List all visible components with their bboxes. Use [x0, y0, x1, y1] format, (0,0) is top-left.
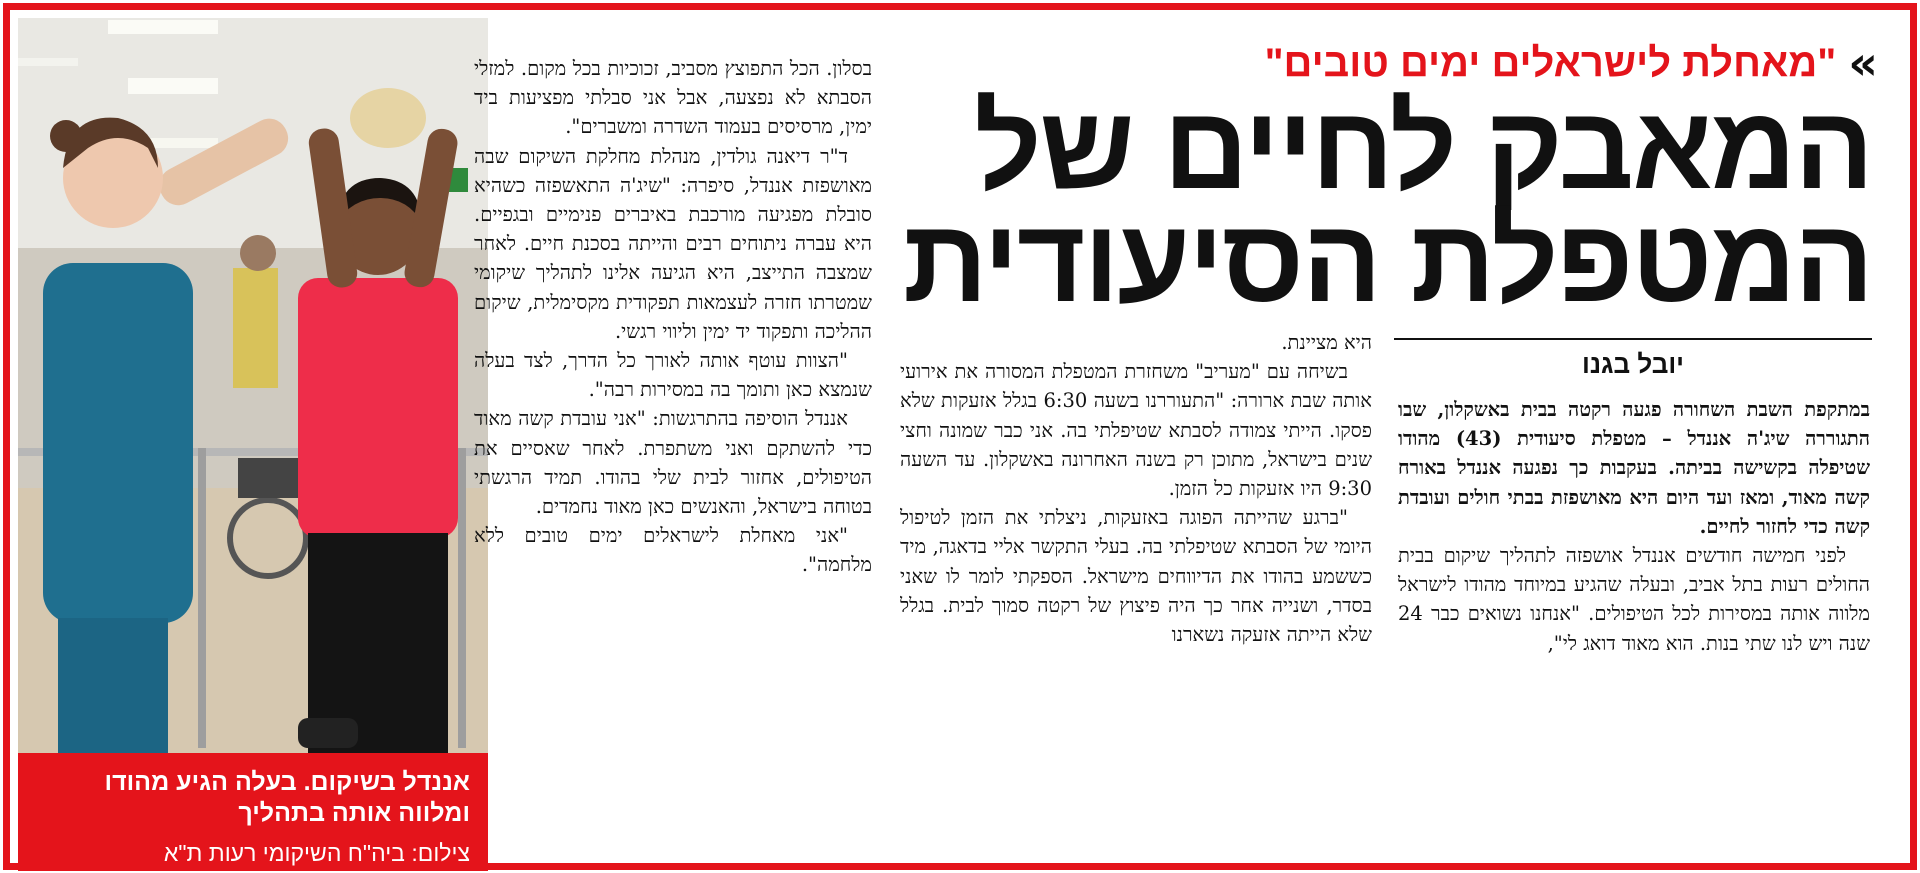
byline-divider — [1394, 338, 1872, 340]
article-column-left — [474, 54, 872, 873]
headline-line-1: המאבק לחיים של — [974, 82, 1872, 214]
body-paragraph: ד"ר דיאנה גולדין, מנהלת מחלקת השיקום שבה מאושפזת אננדל, סיפרה: "שיג'ה התאשפזה כשהיא סובלת מפגיעה מורכבת באיברים פנימיים ובגפיים. היא עברה ניתוחים רבים והייתה בסכנת חיים. לאחר שמצבה התייצב, היא הגיעה אלינו לתהליך שיקומי שמטרתו חזרה לעצמאות תפקודית מקסימלית, שיקום ההליכה ותפקוד יד ימין וליווי רגשי. — [474, 144, 872, 343]
article-frame — [3, 3, 1917, 870]
body-paragraph: "אני מאחלת לישראלים ימים טובים ללא מלחמה". — [474, 524, 872, 577]
photo-panel — [18, 18, 488, 871]
kicker-quote: "מאחלת לישראלים ימים טובים" — [1264, 41, 1837, 85]
caption-line-1: אננדל בשיקום. בעלה הגיע מהודו — [104, 768, 470, 796]
article-photo — [18, 18, 488, 753]
body-paragraph: "הצוות עוטף אותה לאורך כל הדרך, לצד בעלה שנמצא כאן ותומך בה במסירות רבה". — [474, 349, 872, 402]
double-chevron-icon: » — [1848, 36, 1870, 90]
photo-credit: צילום: ביה"ח השיקומי רעות ת"א — [163, 840, 470, 866]
photo-caption — [18, 753, 488, 871]
kicker — [1265, 38, 1870, 88]
headline-line-2: המטפלת הסיעודית — [902, 195, 1872, 327]
body-paragraph: לפני חמישה חודשים אננדל אושפזה לתהליך שיקום בבית החולים רעות בתל אביב, ובעלה שהגיע במיוחד מהודו לישראל מלווה אותה במסירות לכל הטיפולים. "אנחנו נשואים כבר 24 שנה ויש לנו שתי בנות. הוא מאוד דואג לי", — [1398, 544, 1870, 655]
body-paragraph: "ברגע שהייתה הפוגה באזעקות, ניצלתי את הזמן לטיפול היומי של הסבתא שטיפלתי בה. בעלי התקשר אליי בדאגה, מיד כששמע בהודו את הדיווחים מישראל. הספקתי לומר לו שאני בסדר, ושנייה אחר כך היה פיצוץ של רקטה סמוך לבית. בגלל שלא הייתה אזעקה נשארנו — [900, 506, 1372, 647]
article-column-right — [1398, 395, 1870, 873]
headline — [902, 82, 1872, 327]
body-paragraph: בסלון. הכל התפוצץ מסביב, זכוכיות בכל מקום. למזלי הסבתא לא נפצעה, אבל אני סבלתי מפציעות ביד ימין, מרסיסים בעמוד השדרה ומשברים". — [474, 57, 872, 139]
caption-line-2: ומלווה אותה בתהליך — [238, 799, 470, 827]
body-paragraph: בשיחה עם "מעריב" משחזרת המטפלת המסורה את אירועי אותה שבת ארורה: "התעוררנו בשעה 6:30 בגלל אזעקות שלא פסקו. הייתי צמודה לסבתא שטיפלתי בה. אני כבר שמונה וחצי שנים בישראל, מתוכן רק בשנה האחרונה באשקלון. עד השעה 9:30 היו אזעקות כל הזמן. — [900, 360, 1372, 501]
rehab-photo-illustration — [18, 18, 488, 753]
body-paragraph: היא מציינת. — [1281, 331, 1372, 354]
article-column-middle — [900, 328, 1372, 873]
body-paragraph: אננדל הוסיפה בהתרגשות: "אני עובדת קשה מאוד כדי להשתקם ואני משתפרת. לאחר שאסיים את הטיפולים, אחזור לבית שלי בהודו. תמיד הרגשתי בטוחה בישראל, והאנשים כאן מאוד נחמדים. — [474, 407, 872, 519]
lead-paragraph: במתקפת השבת השחורה פגעה רקטה בבית באשקלון, שבו התגוררה שיג'ה אננדל – מטפלת סיעודית (43) מהודו שטיפלה בקשישה בביתה. בעקבות כך נפגעה אננדל באורח קשה מאוד, ומאז ועד היום היא מאושפזת בבתי חולים ועובדת קשה כדי לחזור לחיים. — [1398, 398, 1870, 538]
byline: יובל בגנו — [1581, 349, 1685, 379]
